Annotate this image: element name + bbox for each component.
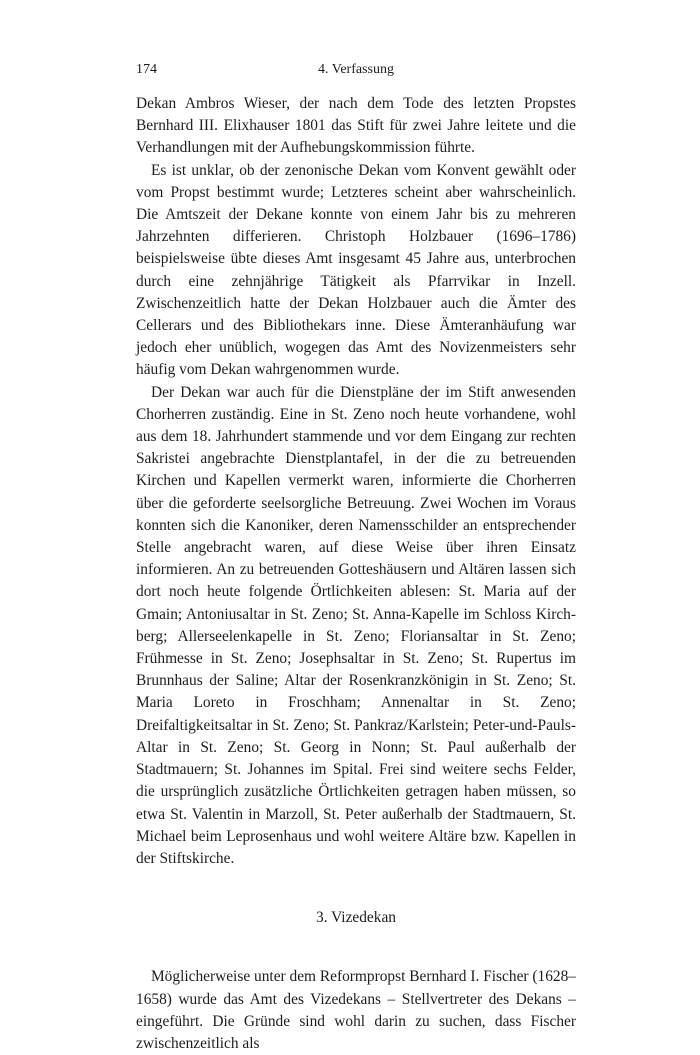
- paragraph-dienstplan: Der Dekan war auch für die Dienstpläne der im Stift anwesenden Chorherren zuständig. Eine in St. Zeno noch heute vorhandene, wohl aus dem 18. Jahrhundert stammende und vor dem Eingang zur rechten Sakristei angebrachte Dienstplantafel, in der die zu betreuenden Kirchen und Kapellen vermerkt waren, informierte die Chorherren über die geforderte seelsorgliche Betreuung. Zwei Wochen im Voraus konnten sich die Kanoniker, deren Namensschilder an entsprechender Stelle angebracht waren, auf diese Weise über ihren Einsatz informieren. An zu betreuenden Gotteshäusern und Altären lassen sich dort noch heute folgende Örtlichkeiten ablesen: St. Maria auf der Gmain; Antoniusaltar in St. Zeno; St. Anna-Kapelle im Schloss Kirchberg; Allerseelenkapelle in St. Zeno; Floriansaltar in St. Zeno; Frühmesse in St. Zeno; Josephsaltar in St. Zeno; St. Rupertus im Brunnhaus der Saline; Altar der Rosenkranzkönigin in St. Zeno; St. Maria Loreto in Froschham; Annenaltar in St. Zeno; Dreifaltigkeitsaltar in St. Zeno; St. Pankraz/Karlstein; Peter-und-Pauls-Altar in St. Zeno; St. Georg in Nonn; St. Paul außerhalb der Stadtmauern; St. Johannes im Spital. Frei sind weitere sechs Felder, die ursprünglich zusätzliche Örtlichkeiten getragen haben müssen, so etwa St. Valentin in Marzoll, St. Peter außerhalb der Stadtmauern, St. Michael beim Leprosenhaus und wohl weitere Altäre bzw. Kapellen in der Stiftskirche.: [136, 383, 576, 867]
- paragraph-vizedekan: Möglicherweise unter dem Reformpropst Bernhard I. Fischer (1628–1658) wurde das Amt des Vizedekans – Stellvertreter des Dekans – eingeführt. Die Gründe sind wohl darin zu suchen, dass Fischer zwischenzeitlich als: [136, 968, 576, 1052]
- paragraph-continuation: Dekan Ambros Wieser, der nach dem Tode des letzten Propstes Bernhard III. Elixhauser 1801 das Stift für zwei Jahre leitete und die Verhandlungen mit der Aufhebungskommission führte.: [136, 95, 576, 157]
- body-text: [136, 93, 576, 1055]
- running-head: [136, 62, 576, 82]
- running-chapter-title: 4. Verfassung: [318, 62, 394, 77]
- page-number: 174: [136, 62, 157, 77]
- section-heading: 3. Vizedekan: [316, 909, 396, 927]
- paragraph-dekan-election: Es ist unklar, ob der zenonische Dekan vom Konvent gewählt oder vom Propst bestimmt wurde; Letzteres scheint aber wahrscheinlich. Die Amtszeit der Dekane konnte von einem Jahr bis zu mehreren Jahrzehnten differieren. Christoph Holzbauer (1696–1786) beispielsweise übte dieses Amt insgesamt 45 Jahre aus, unterbrochen durch eine zehnjährige Tätigkeit als Pfarrvikar in Inzell. Zwischenzeitlich hatte der Dekan Holzbauer auch die Ämter des Cellerars und des Bibliothekars inne. Diese Ämteranhäufung war jedoch eher unüblich, wogegen das Amt des Novizenmeisters sehr häufig vom Dekan wahrgenommen wurde.: [136, 161, 576, 379]
